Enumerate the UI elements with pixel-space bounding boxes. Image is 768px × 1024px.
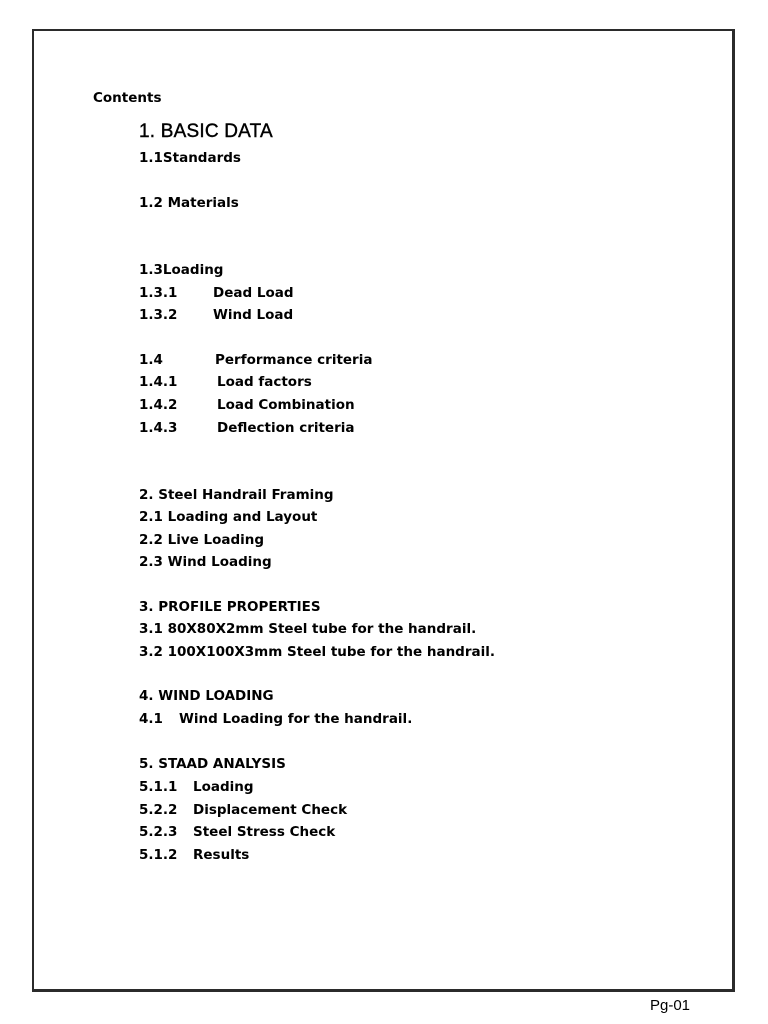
toc-number: 5.1.2 xyxy=(139,847,178,863)
toc-item-5-2-2 xyxy=(139,802,347,818)
toc-item-5-1-2 xyxy=(139,847,249,863)
toc-number: 4.1 xyxy=(139,711,163,727)
toc-label: Deflection criteria xyxy=(217,420,355,436)
toc-number: 1.4.1 xyxy=(139,374,178,390)
contents-title: Contents xyxy=(93,90,162,106)
toc-number: 5.2.2 xyxy=(139,802,178,818)
toc-label: Loading xyxy=(193,779,254,795)
page-number: Pg-01 xyxy=(650,997,691,1014)
toc-label: Displacement Check xyxy=(193,802,348,818)
toc-label: Wind Load xyxy=(213,307,294,323)
toc-item-1-4-2 xyxy=(139,397,355,413)
section-1-heading: 1. BASIC DATA xyxy=(139,121,273,142)
toc-item-4-1 xyxy=(139,711,412,727)
section-4-heading: 4. WIND LOADING xyxy=(139,688,274,704)
toc-number: 1.3.2 xyxy=(139,307,178,323)
toc-label: Load Combination xyxy=(217,397,355,413)
toc-label: Wind Loading for the handrail. xyxy=(179,711,413,727)
page-border xyxy=(32,29,735,992)
toc-number: 1.3.1 xyxy=(139,285,178,301)
toc-item-1-3-2 xyxy=(139,307,293,323)
toc-item-1-2: 1.2 Materials xyxy=(139,195,239,211)
toc-item-1-4-1 xyxy=(139,374,312,390)
toc-label: Results xyxy=(193,847,250,863)
toc-item-2-3: 2.3 Wind Loading xyxy=(139,554,272,570)
toc-item-1-3: 1.3Loading xyxy=(139,262,224,278)
toc-item-5-2-3 xyxy=(139,824,335,840)
section-5-heading: 5. STAAD ANALYSIS xyxy=(139,756,286,772)
toc-number: 1.4.3 xyxy=(139,420,178,436)
toc-item-1-4 xyxy=(139,352,372,368)
toc-number: 5.2.3 xyxy=(139,824,178,840)
toc-label: Steel Stress Check xyxy=(193,824,336,840)
section-3-heading: 3. PROFILE PROPERTIES xyxy=(139,599,321,615)
toc-label: Performance criteria xyxy=(215,352,373,368)
toc-label: Dead Load xyxy=(213,285,294,301)
toc-item-2-1: 2.1 Loading and Layout xyxy=(139,509,318,525)
section-2-heading: 2. Steel Handrail Framing xyxy=(139,487,334,503)
toc-item-3-1: 3.1 80X80X2mm Steel tube for the handrail. xyxy=(139,621,477,637)
toc-item-2-2: 2.2 Live Loading xyxy=(139,532,265,548)
toc-label: Load factors xyxy=(217,374,312,390)
toc-number: 1.4.2 xyxy=(139,397,178,413)
toc-item-1-3-1 xyxy=(139,285,294,301)
toc-item-3-2: 3.2 100X100X3mm Steel tube for the handrail. xyxy=(139,644,495,660)
toc-item-5-1-1 xyxy=(139,779,254,795)
toc-number: 5.1.1 xyxy=(139,779,178,795)
toc-item-1-1: 1.1Standards xyxy=(139,150,241,166)
toc-number: 1.4 xyxy=(139,352,163,368)
toc-item-1-4-3 xyxy=(139,420,355,436)
